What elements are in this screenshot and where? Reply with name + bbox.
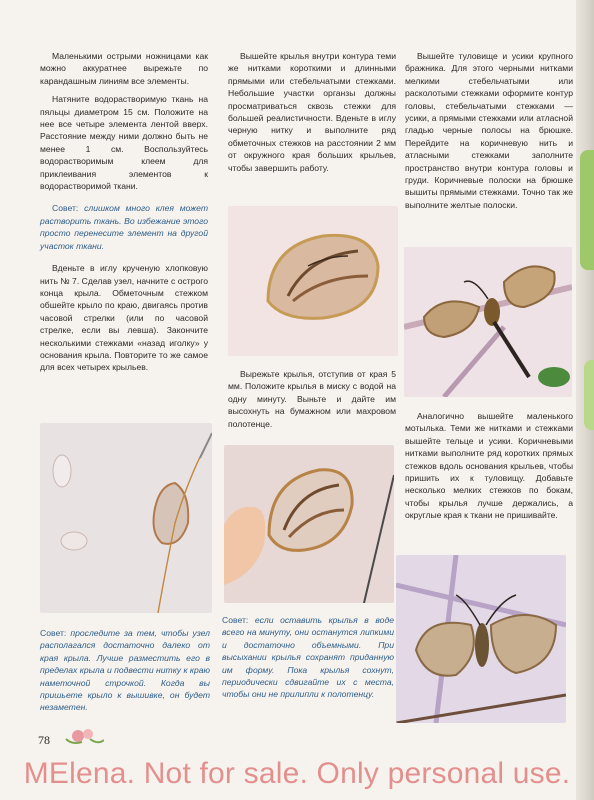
- leaf-decoration-2: [584, 360, 594, 430]
- tip-text: проследите за тем, чтобы узел располагался достаточно далеко от края крыла. Лучше разместить его в пределах крыла и подвести нитку к краю наметочной строчкой. Когда вы пришьете крыло к вышивке, он будет незаметен.: [40, 628, 210, 713]
- photo-wing-edge-stitching: [40, 423, 212, 613]
- tip-label: Совет:: [222, 615, 249, 625]
- column-1: [40, 50, 208, 380]
- tip-label: Совет:: [40, 628, 67, 638]
- photo-cutting-wing: [224, 445, 394, 603]
- column-2-b: [228, 368, 396, 436]
- tip-label: Совет:: [52, 203, 79, 214]
- photo-small-moth: [396, 555, 566, 723]
- tip-text: если оставить крылья в воде всего на минуту, они останутся липкими и достаточно объемными. При высыхании крылья сохранят приданную им форму. Пока крылья сохнут, периодически сдвигайте их с места, чтобы они не прилипли к полотенцу.: [222, 615, 394, 700]
- paragraph: Вденьте в иглу крученую хлопковую нить № 7. Сделав узел, начните с острого конца крыла. Обметочным стежком обшейте крыло по краю, двигаясь против часовой стрелки (или по часовой стрелке, если вы левша). Закончите несколькими стежками «назад иголку» у основания крыла. Повторите то же самое для всех четырех крыльев.: [40, 263, 208, 373]
- tip-block-2: [40, 627, 210, 714]
- rose-ornament-icon: [64, 725, 104, 747]
- leaf-decoration: [580, 150, 594, 270]
- tip-block-3: [222, 614, 394, 701]
- column-3: [405, 50, 573, 217]
- page-number: 78: [38, 733, 50, 747]
- paragraph: Маленькими острыми ножницами как можно аккуратнее вырежьте по карандашным линиям все элементы.: [40, 51, 208, 86]
- paragraph: Вырежьте крылья, отступив от края 5 мм. Положите крылья в миску с водой на одну минуту. Выньте и дайте им высохнуть на бумажном или махровом полотенце.: [228, 369, 396, 429]
- photo-embroidered-wing: [228, 206, 398, 356]
- paragraph: Аналогично вышейте маленького мотылька. Теми же нитками и стежками вышейте тельце и усики. Коричневыми нитками выполните ряд коротких прямых стежков вдоль основания крыльев, чтобы пришить их к туловищу. Добавьте несколько мелких стежков по бокам, чтобы крылья лучше держались, а округлые края к ткани не пришивайте.: [405, 411, 573, 521]
- paragraph: Вышейте туловище и усики крупного бражника. Для этого черными нитками мелкими стебельчатыми или расколотыми стежками оформите контур головы, стебельчатыми стежками — усики, а прямыми стежками или атласной гладью черные полосы на брюшке. Перейдите на коричневую нить и атласными стежками заполните пространство внутри контура головы и груди. Коричневые полоски на брюшке вышиты прямыми стежками. Точно так же выполните желтые полоски.: [405, 51, 573, 210]
- column-3-b: [405, 410, 573, 528]
- watermark-text: MElena. Not for sale. Only personal use.: [23, 757, 571, 790]
- tip-text: слишком много клея может растворить ткань. Во избежание этого просто перенесите элемент на другой участок ткани.: [40, 203, 209, 251]
- photo-hawkmoth: [404, 247, 572, 397]
- tip-block: [40, 202, 208, 252]
- paragraph: Вышейте крылья внутри контура теми же нитками короткими и длинными прямыми или стебельчатыми стежками. Небольшие участки органзы должны просматриваться сквозь стежки для большей реалистичности. Вденьте в иглу черную нитку и выполните ряд обметочных стежков на расстоянии 2 мм от окружного края больших крыльев, чтобы завершить работу.: [228, 51, 396, 173]
- paragraph: Натяните водорастворимую ткань на пяльцы диаметром 15 см. Положите на нее все четыре элемента лентой вверх. Расстояние между ними должно быть не менее 1 см. Воспользуйтесь водорастворимым клеем для приклеивания элементов к водорастворимой ткани.: [40, 94, 208, 192]
- column-2: [228, 50, 396, 180]
